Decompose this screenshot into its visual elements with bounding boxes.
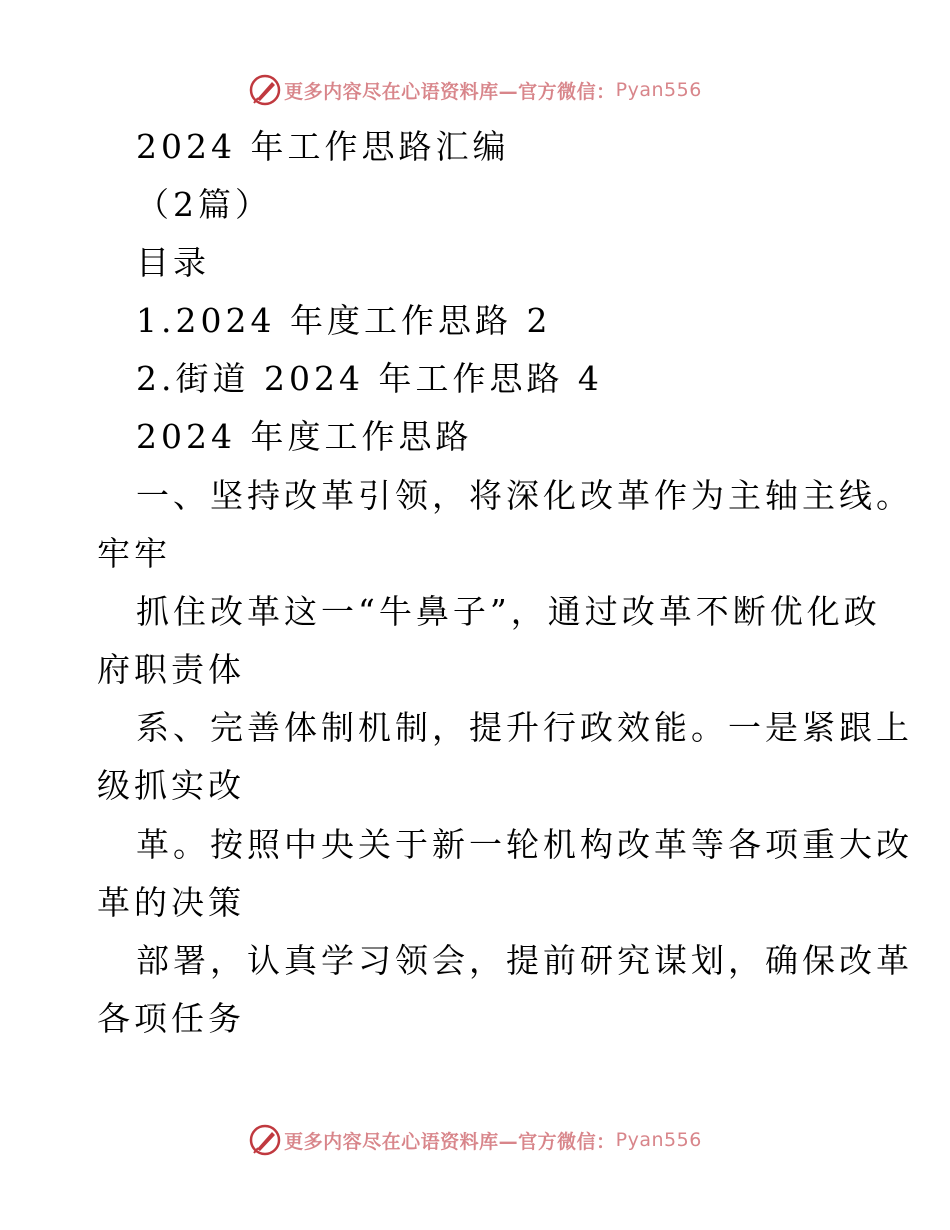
body-text-line: 牢牢 [97, 534, 171, 573]
section-heading: 2024 年度工作思路 [136, 417, 473, 456]
toc-item-2: 2.街道 2024 年工作思路 4 [136, 359, 603, 398]
toc-heading: 目录 [136, 243, 210, 282]
body-text-line: 各项任务 [97, 999, 245, 1038]
watermark-wechat-id: Pyan556 [615, 79, 702, 101]
watermark-wechat-id: Pyan556 [615, 1129, 702, 1151]
body-text-line: 级抓实改 [97, 766, 245, 805]
body-text-line: 革的决策 [97, 883, 245, 922]
watermark-text: 更多内容尽在心语资料库—官方微信： [284, 1130, 616, 1153]
footer-watermark-banner [0, 1120, 950, 1160]
document-subtitle: （2篇） [136, 185, 272, 224]
body-text-line: 一、坚持改革引领，将深化改革作为主轴主线。 [136, 476, 913, 515]
body-text-line: 府职责体 [97, 650, 245, 689]
watermark-text: 更多内容尽在心语资料库—官方微信： [284, 80, 616, 103]
quill-pen-circle-icon [248, 73, 282, 107]
body-text-line: 抓住改革这一“牛鼻子”，通过改革不断优化政 [136, 592, 881, 631]
toc-item-1: 1.2024 年度工作思路 2 [136, 301, 552, 340]
body-text-line: 系、完善体制机制，提升行政效能。一是紧跟上 [136, 708, 913, 747]
header-watermark-banner [0, 70, 950, 110]
body-text-line: 革。按照中央关于新一轮机构改革等各项重大改 [136, 825, 913, 864]
quill-pen-circle-icon [248, 1123, 282, 1157]
body-text-line: 部署，认真学习领会，提前研究谋划，确保改革 [136, 941, 913, 980]
document-title: 2024 年工作思路汇编 [136, 127, 510, 166]
